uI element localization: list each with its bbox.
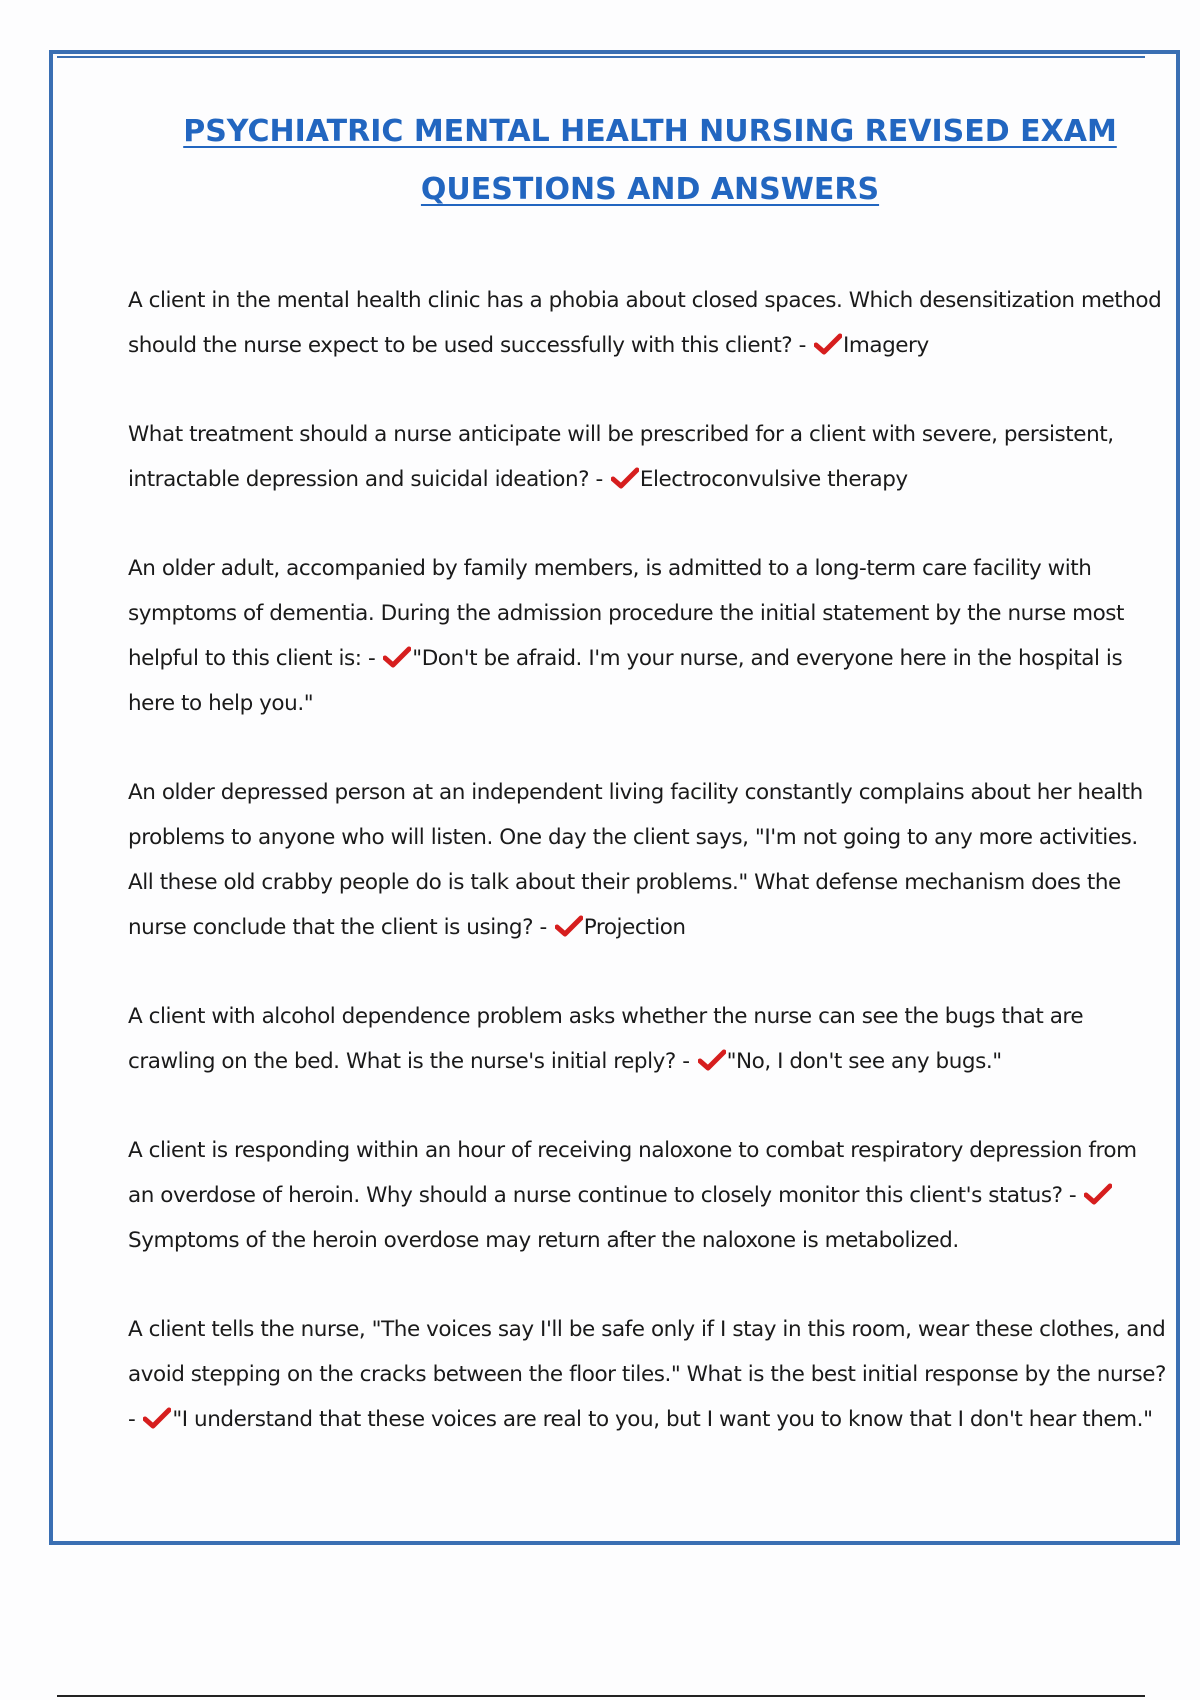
- footer-rule: [57, 1695, 1145, 1697]
- qa-item: [128, 412, 1168, 502]
- question-text: An older depressed person at an independent living facility constantly complains about her health problems to anyone who will listen. One day the client says, "I'm not going to any more activities. All these old crabby people do is talk about their problems." What defense mechanism does the nurse conclude that the client is using? -: [128, 780, 1143, 940]
- question-text: What treatment should a nurse anticipate will be prescribed for a client with severe, persistent, intractable depression and suicidal ideation? -: [128, 422, 1114, 492]
- top-rule: [57, 56, 1145, 58]
- checkmark-icon: [143, 1407, 171, 1429]
- title-line-2: QUESTIONS AND ANSWERS: [420, 172, 880, 207]
- qa-item: [128, 546, 1168, 726]
- checkmark-icon: [698, 1049, 726, 1071]
- checkmark-icon: [611, 467, 639, 489]
- answer-text: Symptoms of the heroin overdose may return after the naloxone is metabolized.: [128, 1228, 959, 1253]
- answer-text: Electroconvulsive therapy: [639, 467, 908, 492]
- qa-item: [128, 278, 1168, 368]
- question-text: A client with alcohol dependence problem asks whether the nurse can see the bugs that are crawling on the bed. What is the nurse's initial reply? -: [128, 1004, 1084, 1074]
- title-line-1: PSYCHIATRIC MENTAL HEALTH NURSING REVISED EXAM: [183, 114, 1117, 149]
- checkmark-icon: [1084, 1183, 1112, 1205]
- checkmark-icon: [383, 646, 411, 668]
- question-text: An older adult, accompanied by family members, is admitted to a long-term care facility with symptoms of dementia. During the admission procedure the initial statement by the nurse most helpful to this client is: -: [128, 556, 1125, 671]
- qa-item: [128, 1128, 1168, 1263]
- qa-list: [128, 278, 1168, 1486]
- answer-text: "I understand that these voices are real to you, but I want you to know that I don't hear them.": [172, 1407, 1153, 1432]
- answer-text: Projection: [583, 915, 686, 940]
- checkmark-icon: [555, 915, 583, 937]
- qa-item: [128, 1307, 1168, 1442]
- question-text: A client is responding within an hour of receiving naloxone to combat respiratory depression from an overdose of heroin. Why should a nurse continue to closely monitor this client's status? -: [128, 1138, 1137, 1208]
- checkmark-icon: [814, 333, 842, 355]
- question-text: A client tells the nurse, "The voices say I'll be safe only if I stay in this room, wear these clothes, and avoid stepping on the cracks between the floor tiles." What is the best initial response by the nurse? -: [128, 1317, 1167, 1432]
- answer-text: Imagery: [842, 333, 929, 358]
- qa-item: [128, 770, 1168, 950]
- answer-text: "Don't be afraid. I'm your nurse, and everyone here in the hospital is here to help you.": [128, 646, 1123, 716]
- document-title: [60, 103, 1200, 219]
- answer-text: "No, I don't see any bugs.": [726, 1049, 1002, 1074]
- qa-item: [128, 994, 1168, 1084]
- question-text: A client in the mental health clinic has a phobia about closed spaces. Which desensitization method should the nurse expect to be used successfully with this client? -: [128, 288, 1162, 358]
